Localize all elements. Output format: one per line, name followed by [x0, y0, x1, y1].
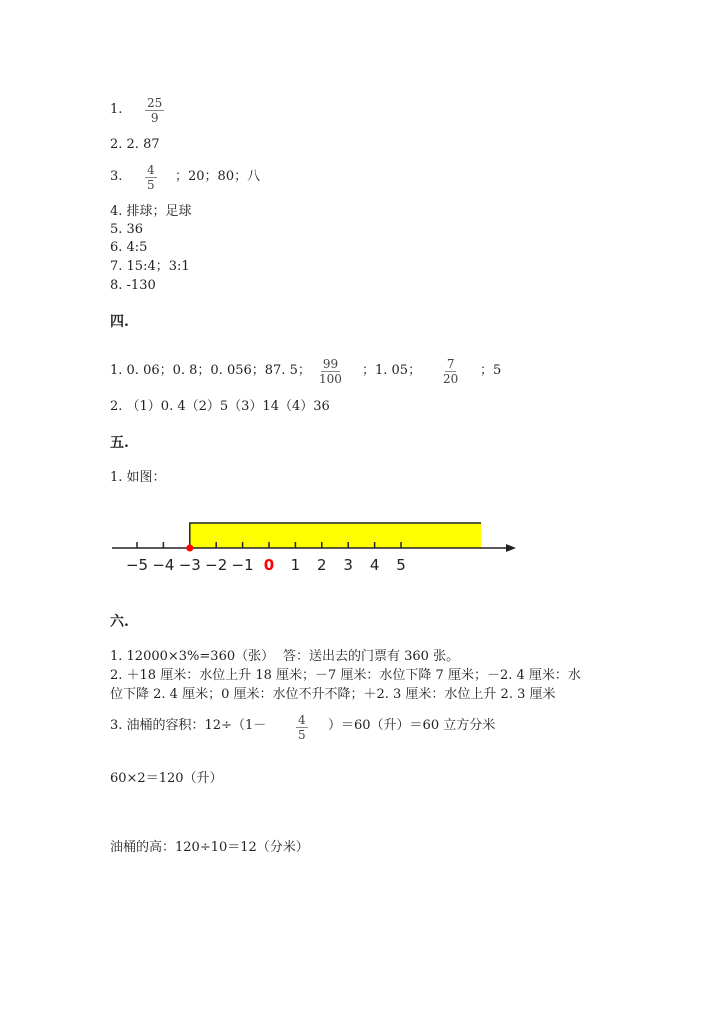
tick-label: −5	[125, 556, 149, 574]
section-heading-4: 四.	[110, 314, 129, 330]
axis-arrow	[506, 544, 516, 552]
q4-1-c: ；5	[480, 363, 502, 378]
q4-1-a: 1. 0. 06；0. 8；0. 056；87. 5；	[110, 363, 311, 378]
tick-label: −3	[178, 556, 201, 574]
q6-2-line1: 2. ＋18 厘米：水位上升 18 厘米；－7 厘米：水位下降 7 厘米；－2. 4 厘米：水	[110, 668, 581, 683]
q6-line3: 油桶的高：120÷10＝12（分米）	[110, 840, 309, 855]
q6-1: 1. 12000×3%=360（张）	[110, 649, 275, 664]
section-heading-5: 五.	[110, 435, 129, 451]
q3-4: 4. 排球；足球	[110, 204, 192, 219]
q3-7: 7. 15:4；3:1	[110, 259, 190, 274]
q6-line2: 60×2＝120（升）	[110, 771, 223, 786]
fraction: $\frac{25}{9}$	[147, 96, 163, 125]
tick-label: 0	[263, 556, 275, 574]
q3-2: 2. 2. 87	[110, 137, 160, 152]
q3-3-rest: ；20；80；八	[175, 169, 261, 184]
section-heading-6: 六.	[110, 614, 129, 630]
tick-label: 4	[369, 556, 380, 574]
fraction: $\frac{4}{5}$	[147, 163, 155, 192]
tick-label: −2	[205, 556, 228, 574]
fraction: $\frac{7}{20}$	[443, 357, 459, 386]
q5-1: 1. 如图：	[110, 470, 166, 485]
q6-2-line2: 位下降 2. 4 厘米；0 厘米：水位不升不降；＋2. 3 厘米：水位上升 2. 3 厘米	[110, 687, 556, 702]
start-dot	[186, 545, 193, 552]
tick-label: −4	[152, 556, 175, 574]
q6-3-a: 3. 油桶的容积：12÷（1－	[110, 718, 267, 733]
q3-3-label: 3.	[110, 169, 123, 184]
tick-label: 3	[343, 556, 353, 574]
q3-6: 6. 4:5	[110, 240, 148, 255]
fraction: $\frac{99}{100}$	[319, 357, 342, 386]
q6-3-b: ）＝60（升）＝60 立方分米	[328, 718, 496, 733]
fraction: $\frac{4}{5}$	[298, 713, 306, 742]
q3-5: 5. 36	[110, 222, 144, 237]
q4-2: 2. （1）0. 4（2）5（3）14（4）36	[110, 399, 330, 414]
tick-label: 2	[317, 556, 327, 574]
q6-1-answer: 答：送出去的门票有 360 张。	[283, 649, 460, 664]
tick-label: 1	[290, 556, 301, 574]
tick-label: −1	[231, 556, 254, 574]
q3-8: 8. -130	[110, 278, 156, 293]
q3-1-label: 1.	[110, 102, 123, 117]
tick-label: 5	[396, 556, 406, 574]
q4-1-b: ；1. 05；	[362, 363, 422, 378]
highlight-region	[190, 523, 481, 548]
